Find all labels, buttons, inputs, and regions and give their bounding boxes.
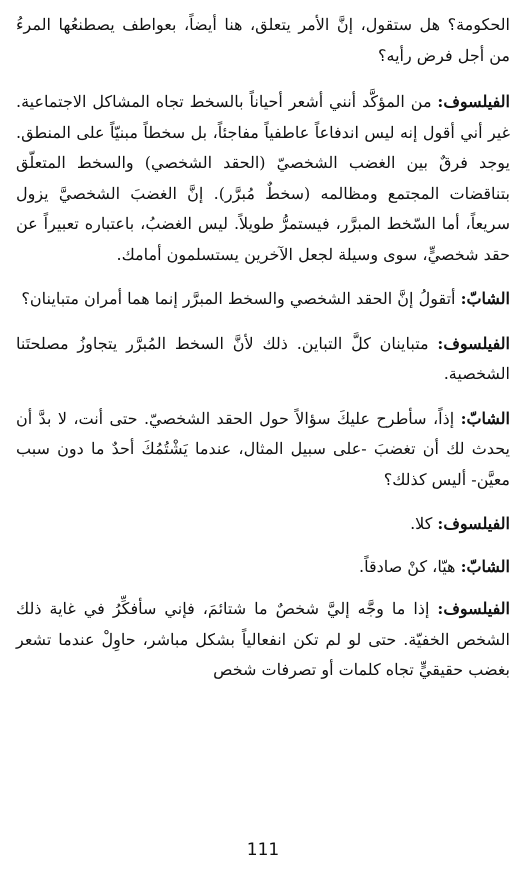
speaker-label: الشابّ: [460, 556, 510, 576]
speaker-label: الشابّ: [460, 408, 510, 428]
paragraph-philosopher [16, 87, 510, 270]
paragraph-youth [16, 284, 510, 315]
paragraph-text: متباينان كلَّ التباين. ذلك لأنَّ السخط المُبرَّر يتجاوزُ مصلحتَنا الشخصية. [16, 333, 510, 383]
paragraph-text: هيّا، كنْ صادقاً. [359, 556, 456, 576]
speaker-label: الفيلسوف: [437, 599, 510, 618]
speaker-label: الفيلسوف: [437, 333, 510, 353]
paragraph-philosopher [16, 594, 510, 686]
speaker-label: الشابّ: [460, 289, 510, 308]
paragraph-youth [16, 404, 510, 496]
paragraph-youth [16, 552, 510, 583]
speaker-label: الفيلسوف: [437, 514, 510, 533]
paragraph-text: الحكومة؟ هل ستقول، إنَّ الأمر يتعلق، هنا أيضاً، بعواطف يصطنعُها المرءُ من أجل فرض رأيه؟ [16, 15, 510, 65]
speaker-label: الفيلسوف: [437, 92, 510, 111]
paragraph-text: كلا. [410, 514, 433, 533]
paragraph-philosopher [16, 329, 510, 390]
page-number: 111 [246, 840, 280, 860]
paragraph-text: أتقولُ إنَّ الحقد الشخصي والسخط المبرَّر إنما هما أمران متباينان؟ [21, 289, 456, 308]
paragraph-philosopher [16, 509, 510, 540]
paragraph-continuation [16, 10, 510, 71]
paragraph-text: إذا ما وجَّه إليَّ شخصٌ ما شتائمَ، فإني سأفكِّرُ في غاية ذلك الشخص الخفيّة. حتى لو لم تكن انفعالياً بشكل مباشر، حاوِلْ عندما تشعر بغضب حقيقيٍّ تجاه كلمات أو تصرفات شخص [16, 599, 510, 679]
paragraph-text: إذاً، سأطرح عليكَ سؤالاً حول الحقد الشخصيّ. حتى أنت، لا بدَّ أن يحدث لك أن تغضبَ -على سبيل المثال، عندما يَشْتُمُكَ أحدٌ ما دون سبب معيَّن- أليس كذلك؟ [16, 408, 510, 489]
paragraph-text: من المؤكَّد أنني أشعر أحياناً بالسخط تجاه المشاكل الاجتماعية. غير أني أقول إنه ليس اندفاعاً عاطفياً مفاجئاً، بل سخطاً مبنيّاً على المنطق. يوجد فرقٌ بين الغضب الشخصيّ (الحقد الشخصي) والسخط المتعلّق بتناقضات المجتمع ومظالمه (سخطٌ مُبرَّر). إنَّ الغضبَ الشخصيَّ يزول سريعاً، أما السّخط المبرَّر، فيستمرُّ طويلاً. ليس الغضبُ، باعتباره تعبيراً عن حقد شخصيٍّ، سوى وسيلة لجعل الآخرين يستسلمون أمامك. [16, 92, 510, 264]
